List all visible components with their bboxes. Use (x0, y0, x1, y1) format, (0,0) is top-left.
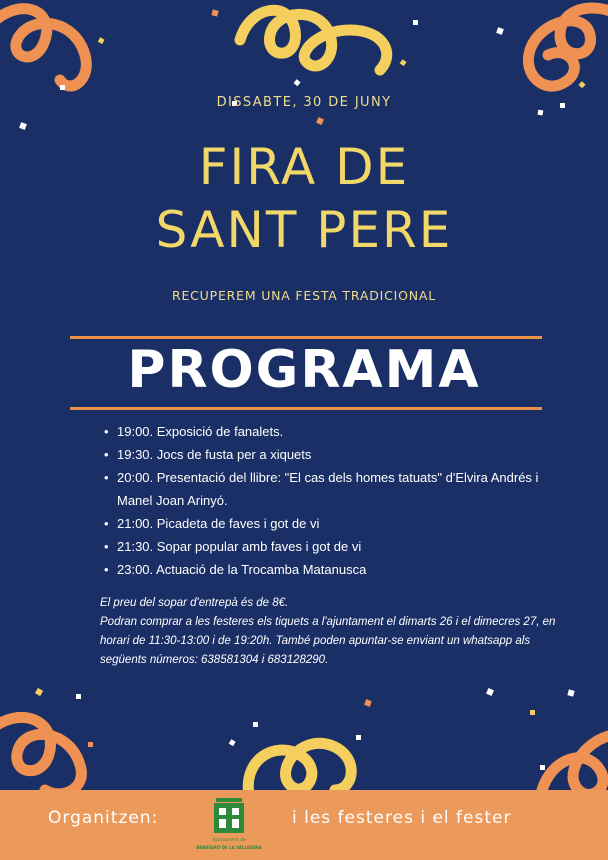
bullet-icon: • (104, 562, 109, 577)
ribbon-top-left (0, 9, 86, 86)
organizers-suffix: i les festeres i el fester (292, 808, 512, 828)
title-line-2: SANT PERE (155, 201, 453, 259)
bullet-icon: • (104, 470, 109, 485)
logo-caption-2: BENIFAIRÓ DE LA VALLDIGNA (196, 845, 262, 850)
list-item (104, 512, 574, 535)
bullet-icon: • (104, 424, 109, 439)
event-text: 19:30. Jocs de fusta per a xiquets (117, 447, 312, 462)
bullet-icon: • (104, 516, 109, 531)
list-item (104, 420, 574, 443)
event-text: 19:00. Exposició de fanalets. (117, 424, 284, 439)
event-text: 20:00. Presentació del llibre: "El cas dels homes tatuats" d'Elvira Andrés i Manel Joan Arinyó. (117, 470, 539, 508)
list-item (104, 443, 574, 466)
bullet-icon: • (104, 447, 109, 462)
subtitle: RECUPEREM UNA FESTA TRADICIONAL (171, 288, 437, 303)
event-list (104, 420, 574, 581)
footer-bar (0, 790, 608, 860)
divider-bottom (70, 407, 542, 410)
list-item (104, 535, 574, 558)
title-line-1: FIRA DE (198, 138, 410, 196)
ribbon-bottom-left (0, 717, 81, 793)
list-item (104, 466, 574, 512)
ribbon-top-right (528, 8, 608, 86)
logo-caption-1: Ajuntament de (212, 838, 246, 843)
event-text: 21:30. Sopar popular amb faves i got de vi (117, 539, 362, 554)
divider-top (70, 336, 542, 339)
town-hall-logo-icon (196, 794, 262, 858)
event-text: 23:00. Actuació de la Trocamba Matanusca (117, 562, 367, 577)
list-item (104, 558, 574, 581)
tickets-note: Podran comprar a les festeres els tiquets a l'ajuntament el dimarts 26 i el dimecres 27, en horari de 11:30-13:00 i de 19:20h. També poden apuntar-se enviant un whatsapp als següents números: 638581304 i 683128290. (100, 616, 556, 666)
ribbon-top-center (240, 10, 387, 70)
program-heading: PROGRAMA (127, 340, 481, 400)
event-date: DISSABTE, 30 DE JUNY (216, 95, 392, 110)
organizers-label: Organitzen: (48, 808, 159, 828)
event-text: 21:00. Picadeta de faves i got de vi (117, 516, 320, 531)
price-note: El preu del sopar d'entrepà és de 8€. (100, 597, 289, 609)
bullet-icon: • (104, 539, 109, 554)
